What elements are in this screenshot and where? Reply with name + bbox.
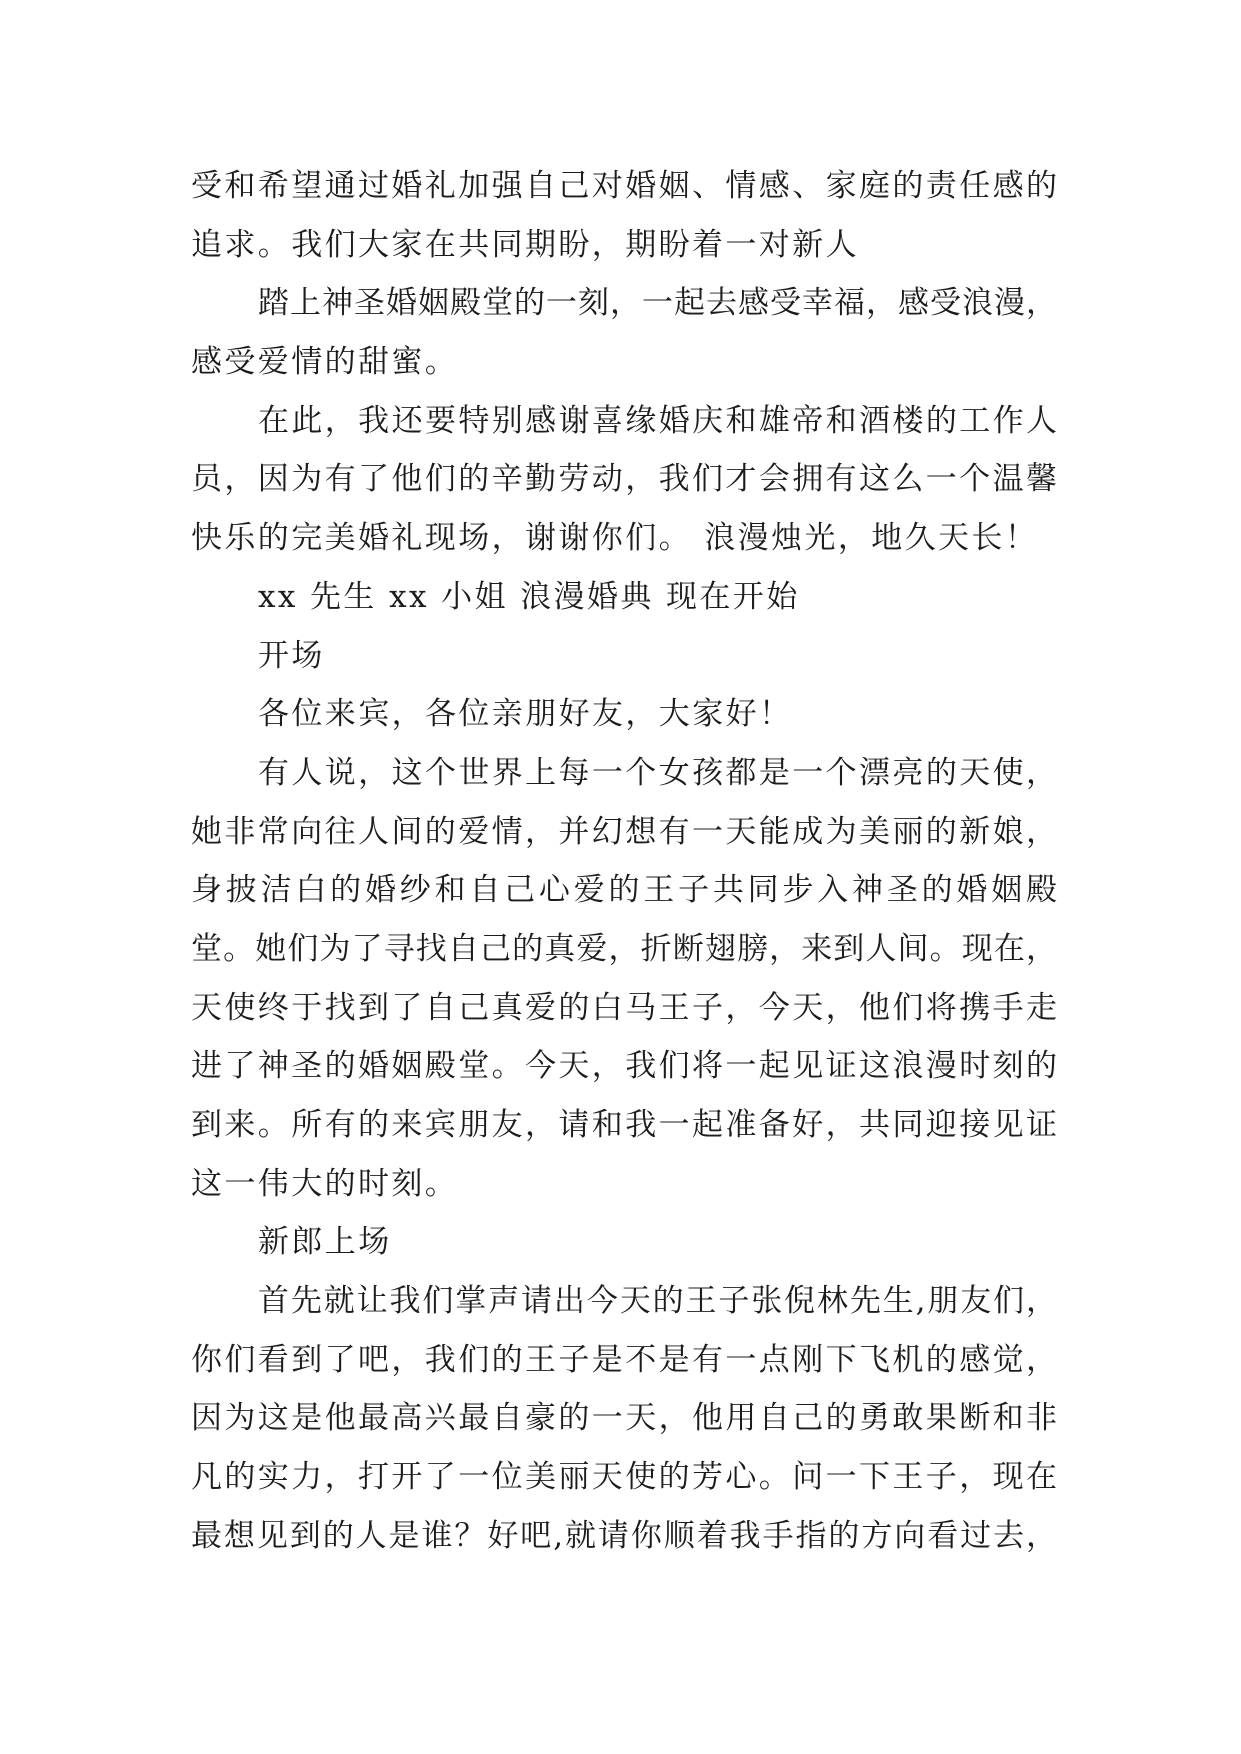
text-line: 这一伟大的时刻。 [191,1165,459,1202]
paragraph [191,568,1057,627]
text-line: 有人说，这个世界上每一个女孩都是一个漂亮的天使， [258,754,1057,791]
text-line: 到来。所有的来宾朋友，请和我一起准备好，共同迎接见证 [191,1107,1057,1143]
paragraph [191,392,1057,568]
text-line: 凡的实力，打开了一位美丽天使的芳心。问一下王子，现在 [191,1459,1057,1496]
text-line: 进了神圣的婚姻殿堂。今天，我们将一起见证这浪漫时刻的 [191,1048,1057,1085]
document-body [191,157,1057,1566]
text-line: 在此，我还要特别感谢喜缘婚庆和雄帝和酒楼的工作人 [258,402,1057,439]
text-line: 身披洁白的婚纱和自己心爱的王子共同步入神圣的婚姻殿 [191,872,1057,909]
paragraph [191,1272,1057,1565]
text-line: 你们看到了吧，我们的王子是不是有一点刚下飞机的感觉， [191,1341,1057,1378]
text-line: 她非常向往人间的爱情，并幻想有一天能成为美丽的新娘， [191,813,1057,850]
text-line: 天使终于找到了自己真爱的白马王子，今天，他们将携手走 [191,989,1057,1026]
text-line: 首先就让我们掌声请出今天的王子张倪林先生,朋友们， [258,1283,1057,1320]
section-heading [191,1213,1057,1272]
text-line: 堂。她们为了寻找自己的真爱，折断翅膀，来到人间。现在， [191,930,1057,967]
text-line: 各位来宾，各位亲朋好友，大家好！ [258,696,793,733]
paragraph [191,274,1057,391]
section-heading [191,627,1057,686]
text-line: 快乐的完美婚礼现场，谢谢你们。 浪漫烛光，地久天长！ [191,520,1039,557]
heading-line: 开场 [258,637,325,674]
text-line: 踏上神圣婚姻殿堂的一刻，一起去感受幸福，感受浪漫， [258,285,1057,322]
paragraph [191,157,1057,274]
text-line: 因为这是他最高兴最自豪的一天，他用自己的勇敢果断和非 [191,1400,1057,1437]
text-line: 受和希望通过婚礼加强自己对婚姻、情感、家庭的责任感的 [191,168,1057,204]
text-line: 最想见到的人是谁？好吧,就请你顺着我手指的方向看过去， [191,1517,1057,1554]
paragraph [191,744,1057,1214]
text-line: 追求。我们大家在共同期盼，期盼着一对新人 [191,226,859,263]
text-line: 感受爱情的甜蜜。 [191,344,459,381]
text-line: xx 先生 xx 小姐 浪漫婚典 现在开始 [258,578,800,615]
heading-line: 新郎上场 [258,1224,392,1261]
paragraph [191,685,1057,744]
text-line: 员，因为有了他们的辛勤劳动，我们才会拥有这么一个温馨 [191,461,1057,498]
